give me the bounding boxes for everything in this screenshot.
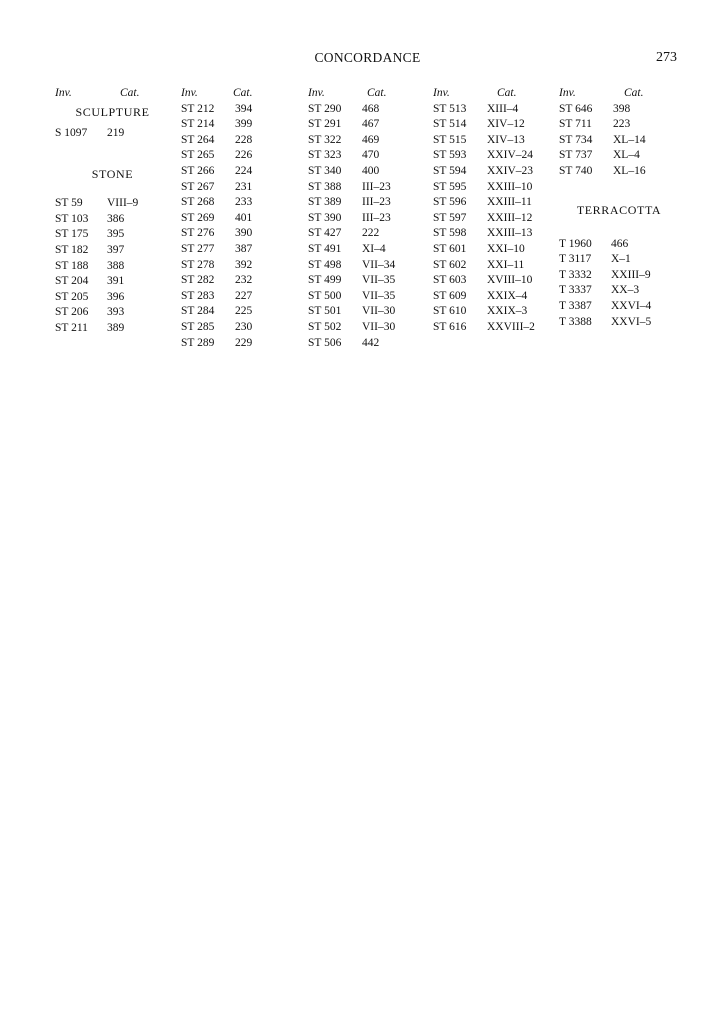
concordance-row <box>55 243 170 259</box>
stone-rows <box>55 196 170 336</box>
inventory-number: ST 601 <box>433 242 467 255</box>
concordance-column-5 <box>559 86 679 330</box>
concordance-row <box>181 304 296 320</box>
catalogue-number: 230 <box>235 320 253 333</box>
inventory-number: ST 276 <box>181 227 215 240</box>
catalogue-number: 469 <box>362 133 380 146</box>
inventory-number: ST 268 <box>181 196 215 209</box>
inv-header: Inv. <box>181 87 198 99</box>
inventory-number: ST 514 <box>433 118 467 131</box>
catalogue-number: XIV–12 <box>487 118 525 131</box>
concordance-row <box>559 164 679 180</box>
inv-header: Inv. <box>308 87 325 99</box>
inventory-number: ST 290 <box>308 102 342 115</box>
inventory-number: ST 646 <box>559 102 593 115</box>
inventory-number: ST 596 <box>433 196 467 209</box>
catalogue-number: 223 <box>613 118 631 131</box>
catalogue-number: 227 <box>235 289 253 302</box>
catalogue-number: XIII–4 <box>487 102 519 115</box>
inventory-number: ST 388 <box>308 180 342 193</box>
catalogue-number: 468 <box>362 102 380 115</box>
concordance-row <box>308 180 423 196</box>
concordance-row <box>181 211 296 227</box>
catalogue-number: 387 <box>235 242 253 255</box>
catalogue-number: XIV–13 <box>487 133 525 146</box>
inventory-number: ST 389 <box>308 196 342 209</box>
inv-header: Inv. <box>559 87 576 99</box>
inventory-number: ST 390 <box>308 211 342 224</box>
inventory-number: ST 515 <box>433 133 467 146</box>
concordance-row <box>181 258 296 274</box>
catalogue-number: XXI–10 <box>487 242 525 255</box>
concordance-row <box>55 274 170 290</box>
inventory-number: T 3332 <box>559 268 592 281</box>
inventory-number: ST 282 <box>181 274 215 287</box>
inventory-number: ST 175 <box>55 228 89 241</box>
inventory-number: ST 610 <box>433 305 467 318</box>
concordance-row <box>181 164 296 180</box>
catalogue-number: 401 <box>235 211 253 224</box>
inventory-number: T 3388 <box>559 315 592 328</box>
inventory-number: ST 616 <box>433 320 467 333</box>
catalogue-number: III–23 <box>362 196 391 209</box>
concordance-row <box>55 259 170 275</box>
concordance-row <box>308 320 423 336</box>
catalogue-number: 389 <box>107 321 125 334</box>
concordance-row <box>308 211 423 227</box>
concordance-row <box>433 148 558 164</box>
catalogue-number: VII–35 <box>362 289 396 302</box>
inventory-number: T 3337 <box>559 284 592 297</box>
concordance-row <box>181 273 296 289</box>
catalogue-number: 392 <box>235 258 253 271</box>
catalogue-number: 224 <box>235 164 253 177</box>
catalogue-number: XXIV–24 <box>487 149 533 162</box>
concordance-row <box>433 117 558 133</box>
inventory-number: T 3387 <box>559 299 592 312</box>
inventory-number: ST 265 <box>181 149 215 162</box>
inventory-number: ST 602 <box>433 258 467 271</box>
concordance-row <box>55 321 170 337</box>
concordance-row <box>308 148 423 164</box>
inventory-number: ST 206 <box>55 306 89 319</box>
concordance-row <box>181 102 296 118</box>
inventory-number: ST 323 <box>308 149 342 162</box>
catalogue-number: 393 <box>107 306 125 319</box>
inventory-number: ST 593 <box>433 149 467 162</box>
inventory-number: ST 498 <box>308 258 342 271</box>
catalogue-number: X–1 <box>611 253 631 266</box>
catalogue-number: 225 <box>235 305 253 318</box>
concordance-row <box>433 180 558 196</box>
catalogue-number: 228 <box>235 133 253 146</box>
concordance-row <box>559 237 679 253</box>
concordance-row <box>433 211 558 227</box>
catalogue-number: 396 <box>107 290 125 303</box>
column-header <box>55 86 170 102</box>
concordance-row <box>308 304 423 320</box>
concordance-row <box>181 226 296 242</box>
catalogue-number: XXIII–13 <box>487 227 533 240</box>
catalogue-number: XXIII–9 <box>611 268 651 281</box>
catalogue-number: 226 <box>235 149 253 162</box>
inventory-number: ST 322 <box>308 133 342 146</box>
catalogue-number: XL–4 <box>613 149 640 162</box>
concordance-row <box>181 180 296 196</box>
inventory-number: ST 506 <box>308 336 342 349</box>
concordance-column-2 <box>181 86 296 351</box>
concordance-column-4 <box>433 86 558 336</box>
catalogue-number: XXIV–23 <box>487 164 533 177</box>
column-header <box>559 86 679 102</box>
inv-header: Inv. <box>433 87 450 99</box>
catalogue-number: 386 <box>107 212 125 225</box>
inventory-number: ST 285 <box>181 320 215 333</box>
inventory-number: ST 711 <box>559 118 592 131</box>
catalogue-number: XL–16 <box>613 164 646 177</box>
inventory-number: ST 499 <box>308 274 342 287</box>
inventory-number: T 1960 <box>559 237 592 250</box>
concordance-row <box>55 290 170 306</box>
concordance-row <box>308 195 423 211</box>
cat-header: Cat. <box>120 87 140 99</box>
inventory-number: ST 266 <box>181 164 215 177</box>
concordance-row <box>181 320 296 336</box>
catalogue-number: XXVIII–2 <box>487 320 535 333</box>
concordance-row <box>433 195 558 211</box>
cat-header: Cat. <box>367 87 387 99</box>
inventory-number: ST 278 <box>181 258 215 271</box>
page-number: 273 <box>656 50 677 65</box>
catalogue-number: XI–4 <box>362 242 386 255</box>
concordance-column-3 <box>308 86 423 351</box>
catalogue-number: 232 <box>235 274 253 287</box>
inventory-number: ST 597 <box>433 211 467 224</box>
concordance-row <box>55 212 170 228</box>
concordance-row <box>559 283 679 299</box>
catalogue-number: 470 <box>362 149 380 162</box>
concordance-row <box>433 164 558 180</box>
inventory-number: ST 501 <box>308 305 342 318</box>
concordance-row <box>433 133 558 149</box>
inventory-number: ST 603 <box>433 274 467 287</box>
catalogue-number: XX–3 <box>611 284 640 297</box>
concordance-row <box>308 242 423 258</box>
concordance-row <box>55 126 170 142</box>
catalogue-number: 400 <box>362 164 380 177</box>
catalogue-number: 397 <box>107 243 125 256</box>
concordance-row <box>181 133 296 149</box>
stone-rows <box>308 102 423 352</box>
stone-rows <box>433 102 558 336</box>
inventory-number: ST 737 <box>559 149 593 162</box>
catalogue-number: 222 <box>362 227 380 240</box>
inventory-number: ST 340 <box>308 164 342 177</box>
inventory-number: ST 277 <box>181 242 215 255</box>
inventory-number: ST 740 <box>559 164 593 177</box>
catalogue-number: XL–14 <box>613 133 646 146</box>
concordance-row <box>55 196 170 212</box>
inventory-number: ST 269 <box>181 211 215 224</box>
inventory-number: ST 267 <box>181 180 215 193</box>
cat-header: Cat. <box>497 87 517 99</box>
catalogue-number: 388 <box>107 259 125 272</box>
concordance-row <box>181 336 296 352</box>
catalogue-number: 399 <box>235 118 253 131</box>
concordance-row <box>433 320 558 336</box>
catalogue-number: VIII–9 <box>107 197 139 210</box>
inventory-number: ST 598 <box>433 227 467 240</box>
catalogue-number: III–23 <box>362 180 391 193</box>
concordance-row <box>559 148 679 164</box>
catalogue-number: 391 <box>107 275 125 288</box>
inventory-number: ST 502 <box>308 320 342 333</box>
catalogue-number: XXIII–12 <box>487 211 533 224</box>
concordance-row <box>308 226 423 242</box>
sculpture-rows <box>55 126 170 142</box>
concordance-row <box>433 242 558 258</box>
concordance-row <box>55 305 170 321</box>
concordance-row <box>308 336 423 352</box>
inventory-number: S 1097 <box>55 126 88 139</box>
concordance-row <box>559 102 679 118</box>
inventory-number: ST 491 <box>308 242 342 255</box>
inventory-number: ST 211 <box>55 321 88 334</box>
concordance-row <box>559 117 679 133</box>
cat-header: Cat. <box>233 87 253 99</box>
concordance-row <box>559 315 679 331</box>
concordance-row <box>181 289 296 305</box>
concordance-row <box>433 289 558 305</box>
inventory-number: ST 289 <box>181 336 215 349</box>
column-header <box>433 86 558 102</box>
concordance-row <box>55 227 170 243</box>
concordance-row <box>181 195 296 211</box>
concordance-row <box>181 117 296 133</box>
inventory-number: ST 214 <box>181 118 215 131</box>
inventory-number: ST 284 <box>181 305 215 318</box>
inventory-number: ST 283 <box>181 289 215 302</box>
catalogue-number: VII–34 <box>362 258 396 271</box>
inventory-number: ST 427 <box>308 227 342 240</box>
catalogue-number: VII–30 <box>362 305 396 318</box>
inventory-number: ST 204 <box>55 275 89 288</box>
catalogue-number: 390 <box>235 227 253 240</box>
catalogue-number: 442 <box>362 336 380 349</box>
catalogue-number: 233 <box>235 196 253 209</box>
catalogue-number: 467 <box>362 118 380 131</box>
concordance-row <box>181 148 296 164</box>
running-head: CONCORDANCE <box>314 50 421 65</box>
concordance-row <box>433 226 558 242</box>
inventory-number: ST 594 <box>433 164 467 177</box>
inventory-number: ST 205 <box>55 290 89 303</box>
section-heading-stone: STONE <box>91 167 134 182</box>
concordance-row <box>308 117 423 133</box>
concordance-row <box>308 164 423 180</box>
inventory-number: ST 609 <box>433 289 467 302</box>
catalogue-number: 466 <box>611 237 629 250</box>
column-header <box>181 86 296 102</box>
catalogue-number: XXIX–4 <box>487 289 528 302</box>
cat-header: Cat. <box>624 87 644 99</box>
concordance-row <box>559 299 679 315</box>
catalogue-number: XXVI–5 <box>611 315 652 328</box>
catalogue-number: 398 <box>613 102 631 115</box>
stone-rows <box>181 102 296 352</box>
inventory-number: ST 595 <box>433 180 467 193</box>
concordance-row <box>181 242 296 258</box>
concordance-row <box>559 252 679 268</box>
stone-rows <box>559 102 679 180</box>
concordance-row <box>559 268 679 284</box>
inventory-number: ST 212 <box>181 102 215 115</box>
inventory-number: T 3117 <box>559 253 592 266</box>
concordance-row <box>308 258 423 274</box>
concordance-row <box>308 273 423 289</box>
concordance-row <box>308 102 423 118</box>
catalogue-number: III–23 <box>362 211 391 224</box>
inventory-number: ST 59 <box>55 197 83 210</box>
concordance-row <box>433 273 558 289</box>
concordance-column-1 <box>55 86 170 337</box>
catalogue-number: XXVI–4 <box>611 299 652 312</box>
inventory-number: ST 182 <box>55 243 89 256</box>
catalogue-number: XVIII–10 <box>487 274 533 287</box>
concordance-row <box>433 102 558 118</box>
column-header <box>308 86 423 102</box>
catalogue-number: 394 <box>235 102 253 115</box>
inventory-number: ST 188 <box>55 259 89 272</box>
concordance-row <box>433 258 558 274</box>
catalogue-number: 231 <box>235 180 253 193</box>
terracotta-rows <box>559 237 679 331</box>
section-heading-sculpture: SCULPTURE <box>75 104 150 119</box>
inventory-number: ST 291 <box>308 118 342 131</box>
inventory-number: ST 500 <box>308 289 342 302</box>
section-heading-terracotta: TERRACOTTA <box>576 202 662 217</box>
catalogue-number: XXIII–11 <box>487 196 532 209</box>
concordance-row <box>308 289 423 305</box>
catalogue-number: XXI–11 <box>487 258 525 271</box>
catalogue-number: VII–35 <box>362 274 396 287</box>
inventory-number: ST 103 <box>55 212 89 225</box>
concordance-row <box>308 133 423 149</box>
concordance-row <box>433 304 558 320</box>
inventory-number: ST 513 <box>433 102 467 115</box>
catalogue-number: 229 <box>235 336 253 349</box>
inv-header: Inv. <box>55 87 72 99</box>
catalogue-number: VII–30 <box>362 320 396 333</box>
catalogue-number: XXIX–3 <box>487 305 528 318</box>
inventory-number: ST 734 <box>559 133 593 146</box>
inventory-number: ST 264 <box>181 133 215 146</box>
catalogue-number: XXIII–10 <box>487 180 533 193</box>
catalogue-number: 395 <box>107 228 125 241</box>
catalogue-number: 219 <box>107 126 125 139</box>
concordance-row <box>559 133 679 149</box>
